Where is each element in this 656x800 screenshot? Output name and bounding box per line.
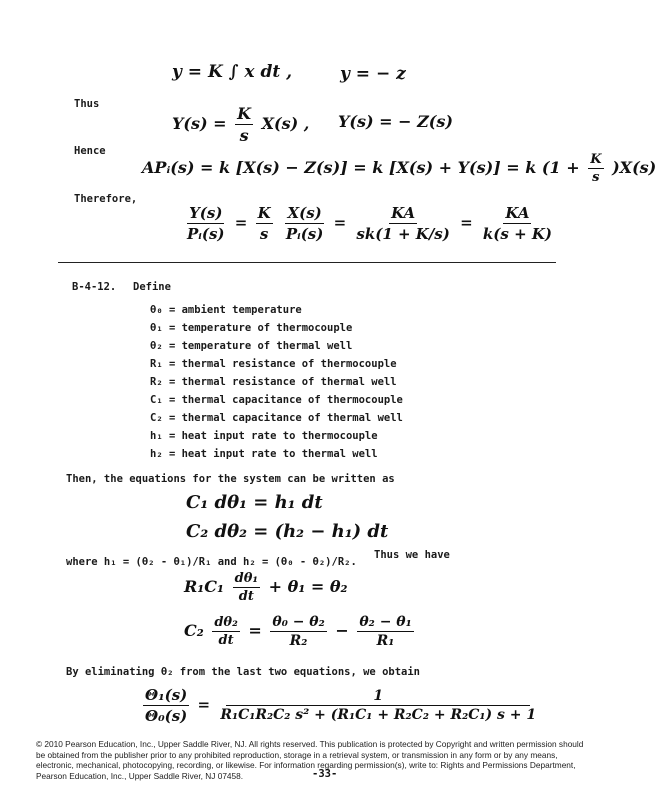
- definition-item: C₂ = thermal capacitance of thermal well: [150, 412, 403, 424]
- equation-c1: C₁ dθ₁ = h₁ dt: [186, 492, 323, 513]
- page-number: -33-: [312, 768, 338, 780]
- text-by-eliminating: By eliminating θ₂ from the last two equations, we obtain: [66, 666, 421, 678]
- definition-item: θ₂ = temperature of thermal well: [150, 340, 353, 352]
- label-define: Define: [133, 281, 171, 293]
- label-thus: Thus: [74, 98, 100, 110]
- text-thus-we-have: Thus we have: [374, 549, 450, 561]
- copyright-footer: © 2010 Pearson Education, Inc., Upper Saddle River, NJ. All rights reserved. This publication is protected by Copyright and written permission should be obtained from the publisher prior to any prohibited reproduction, storage in a retrieval system, or transmission in any form or by any means, electronic, mechanical, photocopying, recording, or likewise. For information regarding permission(s), write to: Rights and Permissions Department, Pearson Education, Inc., Upper Saddle River, NJ 07458.: [36, 739, 584, 781]
- definition-item: h₁ = heat input rate to thermocouple: [150, 430, 378, 442]
- equation-r1c1: R₁C₁ $\frac{\text{dθ₁}}{dt}$ + θ₁ = θ₂: [184, 571, 348, 604]
- equation-c2-derivative: C₂ $\frac{\text{dθ₂}}{dt}$ = $\frac{\text{θ₀ − θ₂}}{\text{R₂}}$ − $\frac{\text{θ₂ − θ₁}}{\text{R₁}}$: [184, 614, 412, 649]
- definition-item: θ₁ = temperature of thermocouple: [150, 322, 353, 334]
- text-then-equations: Then, the equations for the system can be written as: [66, 473, 395, 485]
- equation-therefore: $\frac{Y(s)}{\text{Pᵢ(s)}}$ = $\frac{K}{s}$ $\frac{X(s)}{\text{Pᵢ(s)}}$ = $\frac{KA}{sk(1 + K/s)}$ = $\frac{KA}{k(s + K)}$: [187, 204, 552, 243]
- definition-item: R₁ = thermal resistance of thermocouple: [150, 358, 397, 370]
- equation-laplace-z: Y(s) = − Z(s): [338, 112, 453, 131]
- label-hence: Hence: [74, 145, 106, 157]
- equation-laplace-y: Y(s) = $\frac{K}{s}$ X(s) ,: [172, 104, 310, 145]
- equation-y-minus-z: y = − z: [340, 64, 406, 84]
- problem-number: B-4-12.: [72, 281, 117, 293]
- section-divider: [58, 262, 556, 263]
- definition-item: C₁ = thermal capacitance of thermocouple: [150, 394, 403, 406]
- equation-integral: y = K ∫ x dt ,: [172, 62, 293, 82]
- definition-item: h₂ = heat input rate to thermal well: [150, 448, 378, 460]
- equation-transfer-function: $\frac{\text{Θ₁(s)}}{\text{Θ₀(s)}}$ = $\frac{1}{\text{R₁C₁R₂C₂ s² + (R₁C₁ + R₂C₂ + R₂C₁) s + 1}}$: [145, 686, 537, 725]
- definition-item: R₂ = thermal resistance of thermal well: [150, 376, 397, 388]
- text-where: where h₁ = (θ₂ - θ₁)/R₁ and h₂ = (θ₀ - θ₂)/R₂.: [66, 556, 357, 568]
- label-therefore: Therefore,: [74, 193, 138, 205]
- equation-hence: APᵢ(s) = k [X(s) − Z(s)] = k [X(s) + Y(s)] = k (1 + $\frac{K}{s}$ )X(s): [142, 152, 656, 185]
- definition-item: θ₀ = ambient temperature: [150, 304, 302, 316]
- equation-c2: C₂ dθ₂ = (h₂ − h₁) dt: [186, 521, 389, 542]
